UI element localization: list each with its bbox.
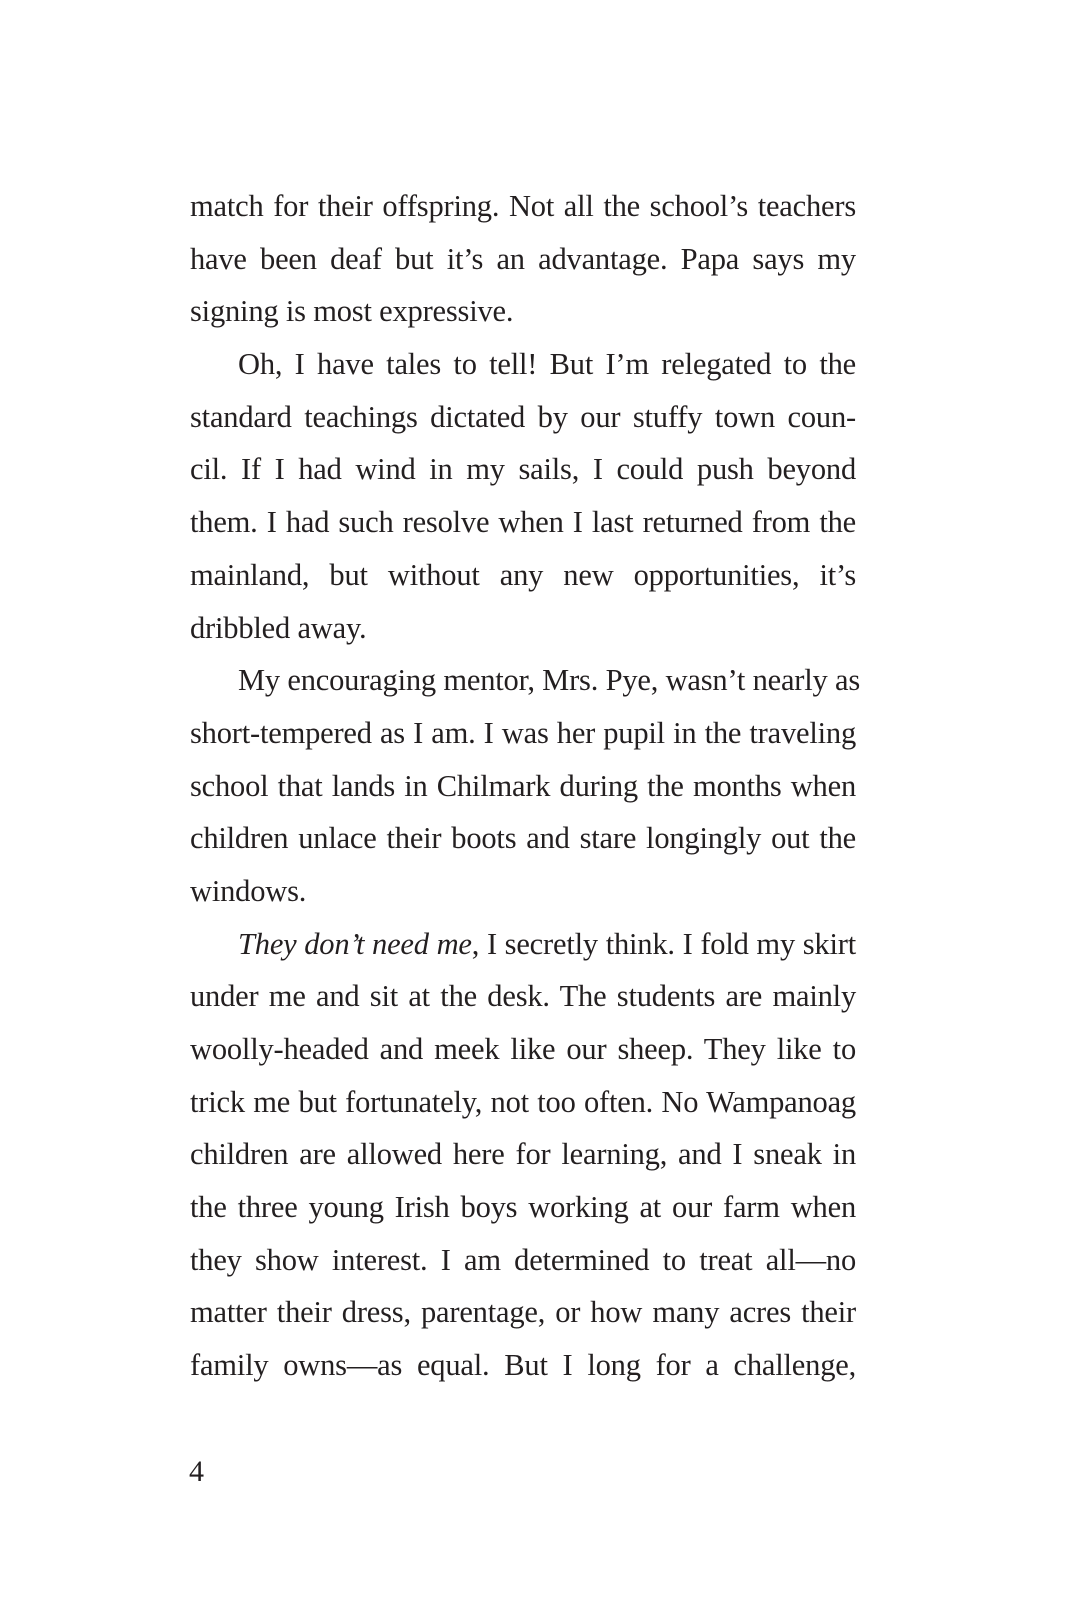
text-line — [190, 918, 856, 971]
text-line: signing is most expressive. — [190, 294, 514, 329]
text-line: Oh, I have tales to tell! But I’m relegated to the — [238, 347, 856, 382]
line-text: , I secretly think. I fold my skirt — [471, 926, 856, 961]
text-line: cil. If I had wind in my sails, I could push beyond — [190, 452, 856, 487]
text-line: have been deaf but it’s an advantage. Papa says my — [190, 241, 856, 276]
text-line: dribbled away. — [190, 610, 367, 645]
text-line: woolly-headed and meek like our sheep. They like to — [190, 1032, 856, 1066]
page-body-text — [190, 180, 861, 1392]
text-line: windows. — [190, 873, 307, 908]
text-line: under me and sit at the desk. The students are mainly — [190, 979, 856, 1014]
text-line: school that lands in Chilmark during the months when — [190, 768, 856, 803]
text-line: children unlace their boots and stare longingly out the — [190, 821, 856, 856]
text-line: mainland, but without any new opportunities, it’s — [190, 557, 856, 592]
text-line: My encouraging mentor, Mrs. Pye, wasn’t nearly as — [238, 663, 861, 698]
text-line: the three young Irish boys working at our farm when — [190, 1190, 856, 1225]
text-line: match for their offspring. Not all the school’s teachers — [190, 189, 856, 223]
text-line: short-tempered as I am. I was her pupil in the traveling — [190, 715, 856, 750]
text-line: children are allowed here for learning, and I sneak in — [190, 1137, 856, 1172]
text-line: trick me but fortunately, not too often. No Wampanoag — [190, 1084, 856, 1119]
italic-phrase: They don’t need me — [238, 926, 472, 961]
page-number: 4 — [189, 1455, 204, 1488]
text-line: them. I had such resolve when I last returned from the — [190, 505, 856, 540]
text-line: family owns—as equal. But I long for a challenge, — [190, 1348, 856, 1383]
text-line: matter their dress, parentage, or how many acres their — [190, 1295, 856, 1330]
text-line: they show interest. I am determined to treat all—no — [190, 1242, 856, 1277]
text-line: standard teachings dictated by our stuffy town coun- — [190, 399, 856, 434]
